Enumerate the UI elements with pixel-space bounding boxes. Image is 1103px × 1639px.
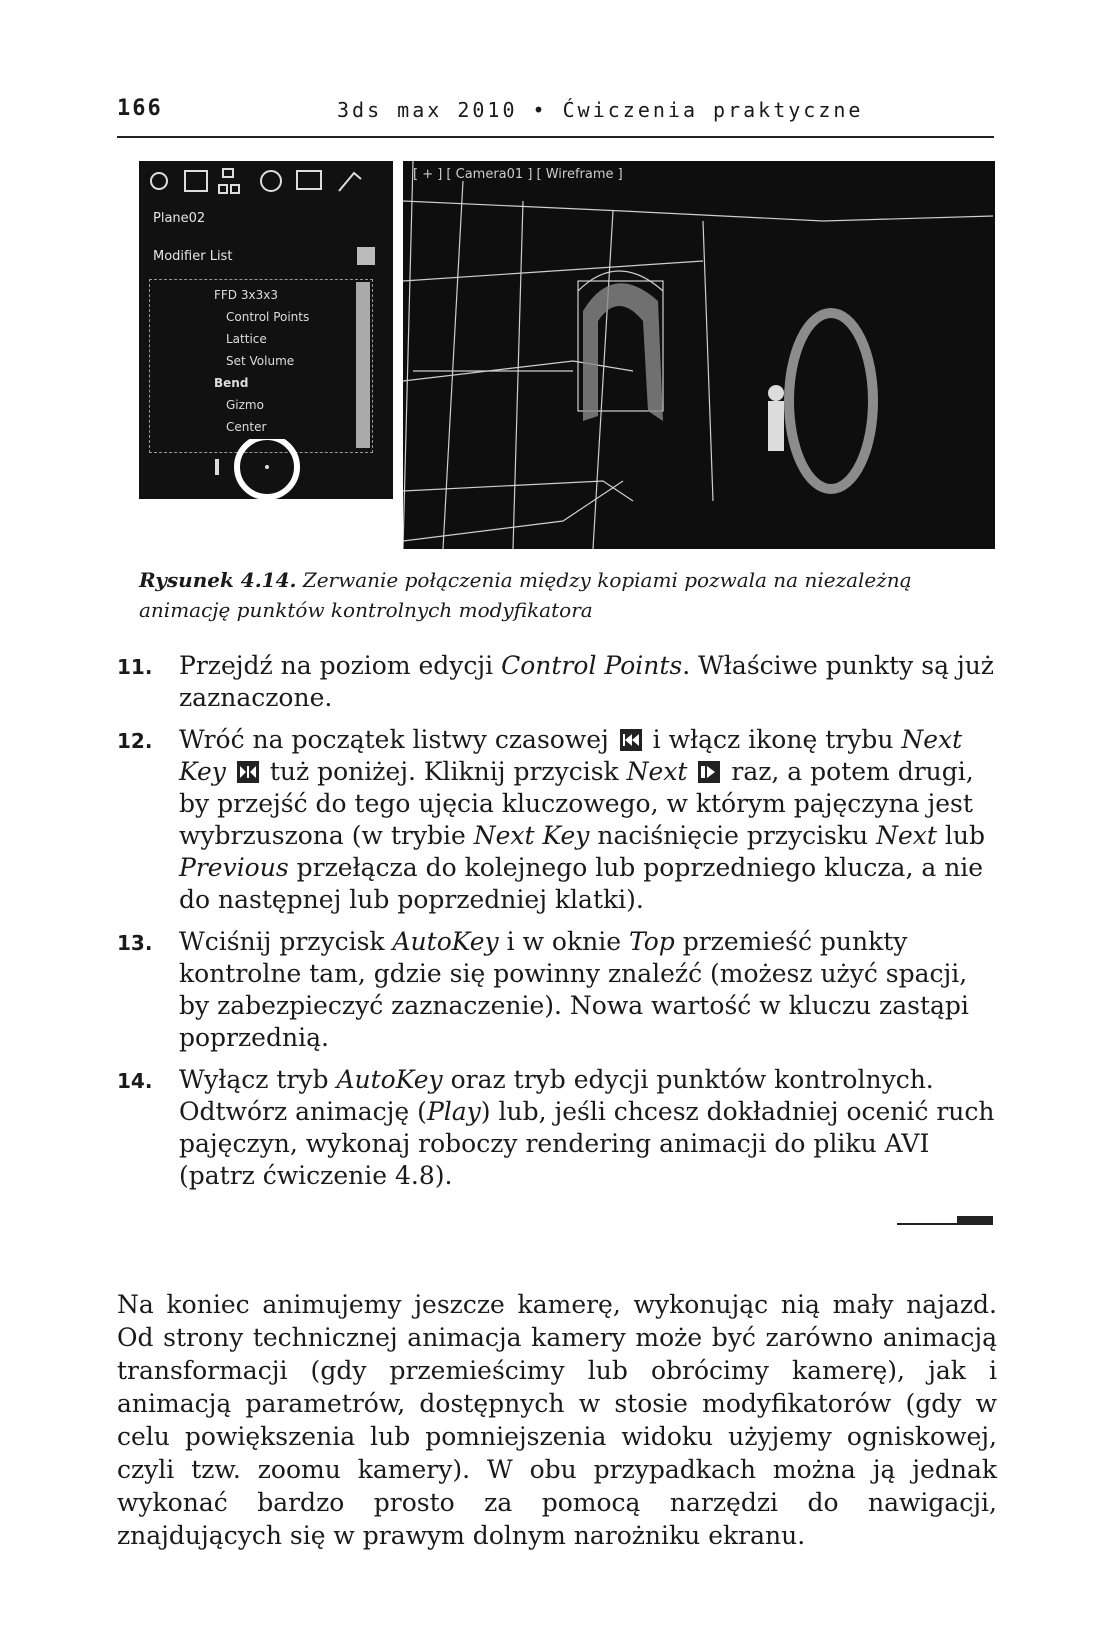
stack-item: Bend [214,376,249,390]
step-number: 14. [117,1069,153,1093]
step-text: Przejdź na poziom edycji [179,651,502,680]
list-item [117,1064,997,1192]
caption-label: Rysunek 4.14. [139,568,297,592]
step-text: . Właściwe punkty są już zaznaczone. [179,651,994,712]
step-text: i włącz ikonę trybu [644,725,902,754]
step-text: oraz tryb edycji punktów kontrolnych. Odtwórz animację ( [179,1065,934,1126]
list-item [117,650,997,714]
step-term: AutoKey [336,1065,443,1094]
step-term: Next Key [179,725,963,786]
highlighted-button-callout [139,439,393,509]
step-term: Top [628,927,675,956]
step-number: 11. [117,655,153,679]
step-term: Next [876,821,937,850]
stack-item: Gizmo [226,398,264,412]
wireframe-scene [403,161,995,549]
step-text: ) lub, jeśli chcesz dokładniej ocenić ruch pajęczyn, wykonaj roboczy rendering animacji do pliku AVI (patrz ćwiczenie 4.8). [179,1097,995,1190]
viewport-label: [ + ] [ Camera01 ] [ Wireframe ] [413,167,623,182]
dropdown-arrow-icon [357,247,375,265]
step-term: Next [626,757,688,786]
page-number: 166 [117,96,163,121]
step-text: Wciśnij przycisk [179,927,393,956]
exercise-steps [117,650,997,1202]
stack-item: Control Points [226,310,310,324]
stack-item: Center [226,420,267,434]
list-item [117,926,997,1054]
step-text: przełącza do kolejnego lub poprzedniego klucza, a nie do następnej lub poprzedniej klatki). [179,853,984,914]
step-term: Previous [179,853,289,882]
running-title: 3ds max 2010 • Ćwiczenia praktyczne [337,98,864,122]
step-term: AutoKey [392,927,499,956]
step-text: tuż poniżej. Kliknij przycisk [261,757,627,786]
stack-scrollbar [356,282,370,448]
modifier-stack [149,279,373,453]
modifier-list-dropdown: Modifier List [153,249,233,264]
step-term: Play [426,1097,481,1126]
viewport-screenshot [403,161,995,549]
step-text: Wyłącz tryb [179,1065,337,1094]
panel-toolbar-icons [139,161,393,201]
go-to-start-icon [620,729,642,751]
object-name-field: Plane02 [153,211,206,226]
exercise-end-mark [897,1214,993,1226]
step-number: 13. [117,931,153,955]
key-mode-icon [237,761,259,783]
page-header [117,96,994,138]
stack-item: Set Volume [226,354,295,368]
list-item [117,724,997,916]
caption-text: Zerwanie połączenia między kopiami pozwala na niezależną animację punktów kontrolnych modyfikatora [139,568,912,622]
command-panel-screenshot [139,161,393,499]
figure-caption [139,565,999,625]
step-text: Wróć na początek listwy czasowej [179,725,617,754]
step-term: Next Key [473,821,590,850]
step-text: raz, a potem drugi, by przejść do tego ujęcia kluczowego, w którym pajęczyna jest wybrzuszona (w trybie [179,757,974,850]
step-number: 12. [117,729,153,753]
step-text: lub [936,821,985,850]
step-term: Control Points [501,651,683,680]
next-frame-icon [698,761,720,783]
stack-item: Lattice [226,332,267,346]
stack-item: FFD 3x3x3 [214,288,278,302]
step-text: i w oknie [498,927,629,956]
body-paragraph: Na koniec animujemy jeszcze kamerę, wykonując nią mały najazd. Od strony technicznej animacja kamery może być zarówno animacją transformacji (gdy przemieścimy lub obrócimy kamerę), jak i animacją parametrów, dostępnych w stosie modyfikatorów (gdy w celu powiększenia lub pomniejszenia widoku użyjemy ogniskowej, czyli tzw. zoomu kamery). W obu przypadkach można ją jednak wykonać bardzo prosto za pomocą narzędzi do nawigacji, znajdujących się w prawym dolnym narożniku ekranu. [117,1290,997,1550]
step-text: naciśnięcie przycisku [589,821,877,850]
step-text: przemieść punkty kontrolne tam, gdzie się powinny znaleźć (możesz użyć spacji, by zabezpieczyć zaznaczenie). Nowa wartość w kluczu zastąpi poprzednią. [179,927,969,1052]
